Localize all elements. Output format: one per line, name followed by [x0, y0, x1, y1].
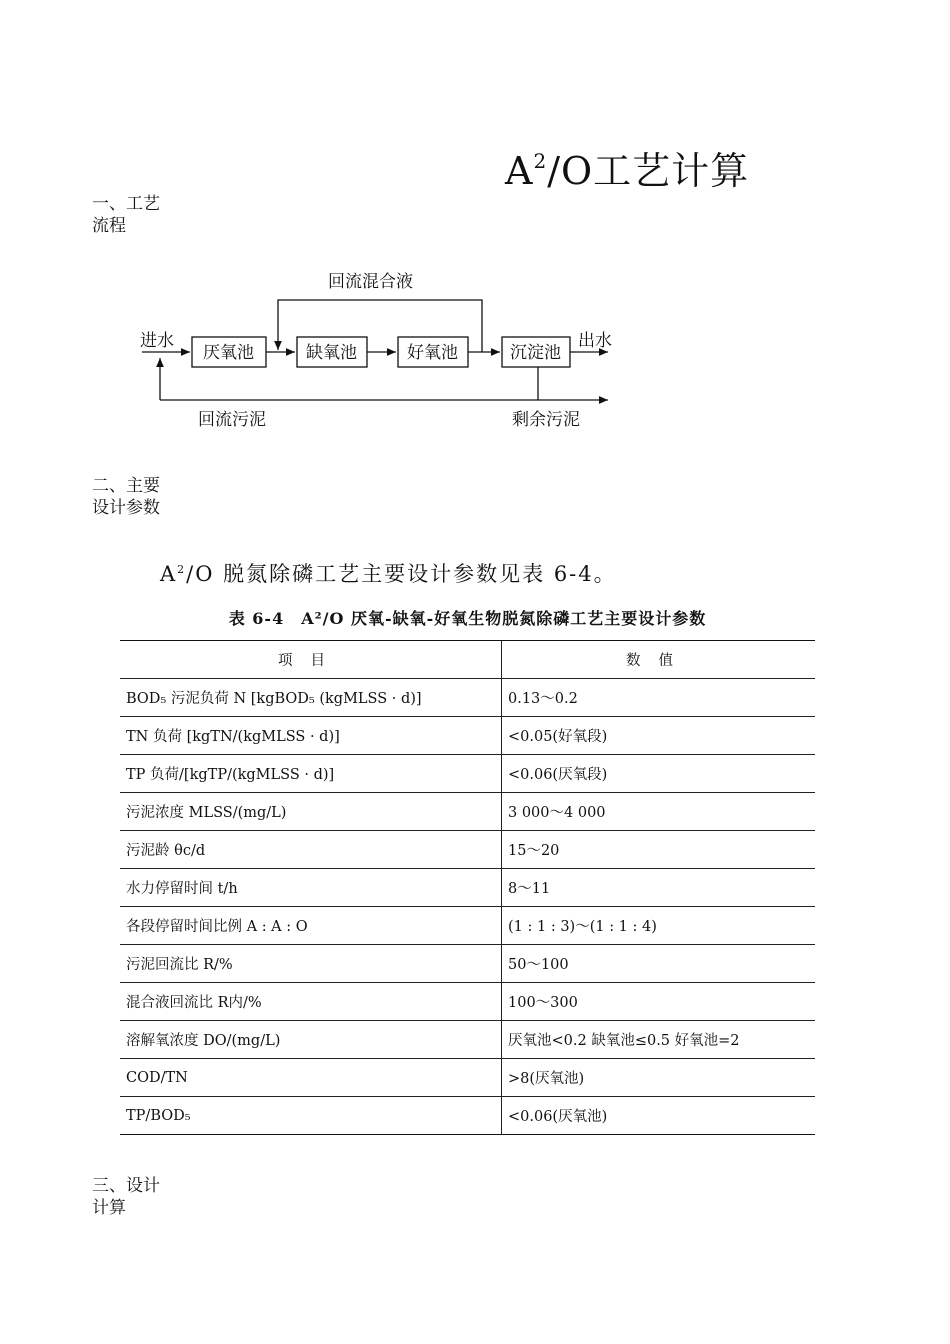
section-heading-design-params: 二、主要 设计参数: [92, 476, 160, 518]
table-row: [120, 755, 815, 793]
param-name: TN 负荷 [kgTN/(kgMLSS · d)]: [120, 717, 502, 755]
param-value: 0.13～0.2: [502, 679, 816, 717]
param-name: 各段停留时间比例 A : A : O: [120, 907, 502, 945]
param-value: 8～11: [502, 869, 816, 907]
param-value: 3 000～4 000: [502, 793, 816, 831]
table-row: [120, 831, 815, 869]
param-value: <0.06(厌氧池): [502, 1097, 816, 1135]
excess-sludge-label: 剩余污泥: [512, 410, 580, 430]
table-caption: 表 6-4 A²/O 厌氧-缺氧-好氧生物脱氮除磷工艺主要设计参数: [228, 609, 707, 628]
header-item: 项目: [120, 641, 502, 679]
table-row: [120, 907, 815, 945]
anaerobic-tank-label: 厌氧池: [203, 343, 254, 363]
section-heading-process-flow: 一、工艺 流程: [92, 194, 160, 236]
page-title: $A^2/O$工艺计算: [505, 149, 750, 193]
table-row: [120, 679, 815, 717]
section-heading-design-calc: 三、设计 计算: [92, 1176, 160, 1218]
param-name: TP/BOD₅: [120, 1097, 502, 1135]
param-value: <0.06(厌氧段): [502, 755, 816, 793]
process-flow-diagram: [130, 262, 630, 442]
table-row: [120, 983, 815, 1021]
param-name: 污泥浓度 MLSS/(mg/L): [120, 793, 502, 831]
param-value: 15～20: [502, 831, 816, 869]
table-row: [120, 869, 815, 907]
param-name: 混合液回流比 R内/%: [120, 983, 502, 1021]
table-header-row: [120, 641, 815, 679]
intro-sentence: $A^2/O$ 脱氮除磷工艺主要设计参数见表 6-4。: [160, 562, 617, 586]
param-value: (1 : 1 : 3)～(1 : 1 : 4): [502, 907, 816, 945]
table-row: [120, 1097, 815, 1135]
clarifier-label: 沉淀池: [510, 343, 561, 363]
aerobic-tank-label: 好氧池: [407, 343, 458, 363]
table-row: [120, 793, 815, 831]
param-name: 污泥龄 θc/d: [120, 831, 502, 869]
param-name: 水力停留时间 t/h: [120, 869, 502, 907]
param-value: >8(厌氧池): [502, 1059, 816, 1097]
header-value: 数值: [502, 641, 816, 679]
sludge-return-label: 回流污泥: [198, 410, 266, 430]
param-value: 100～300: [502, 983, 816, 1021]
param-value: <0.05(好氧段): [502, 717, 816, 755]
table-row: [120, 717, 815, 755]
param-name: 污泥回流比 R/%: [120, 945, 502, 983]
inflow-label: 进水: [140, 331, 174, 351]
table-row: [120, 1059, 815, 1097]
anoxic-tank-label: 缺氧池: [306, 343, 357, 363]
param-name: COD/TN: [120, 1059, 502, 1097]
outflow-label: 出水: [578, 331, 612, 351]
table-row: [120, 945, 815, 983]
param-name: BOD₅ 污泥负荷 N [kgBOD₅ (kgMLSS · d)]: [120, 679, 502, 717]
param-value: 厌氧池<0.2 缺氧池≤0.5 好氧池=2: [502, 1021, 816, 1059]
param-name: 溶解氧浓度 DO/(mg/L): [120, 1021, 502, 1059]
mixed-liquor-return-label: 回流混合液: [328, 272, 413, 292]
param-value: 50～100: [502, 945, 816, 983]
param-name: TP 负荷/[kgTP/(kgMLSS · d)]: [120, 755, 502, 793]
design-parameters-table: [120, 640, 815, 1135]
table-row: [120, 1021, 815, 1059]
